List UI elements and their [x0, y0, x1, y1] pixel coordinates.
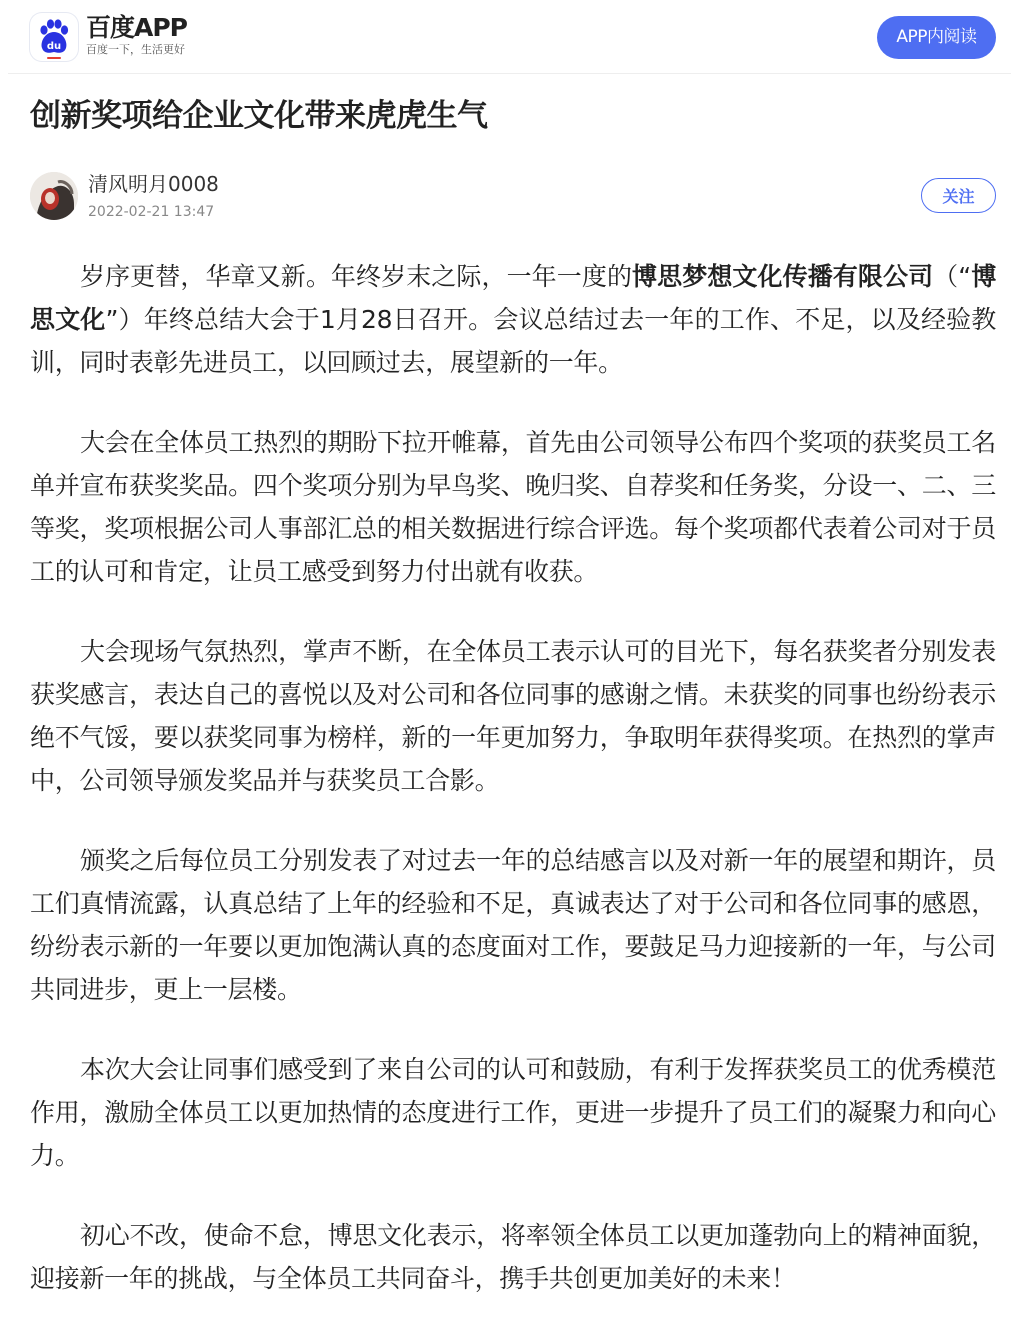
company-short-name-bold: 博思文化 [30, 262, 997, 334]
paragraph-1-text-a: 岁序更替，华章又新。年终岁末之际，一年一度的 [80, 262, 633, 291]
paragraph-1-text-c: （“ [933, 262, 971, 291]
brand-name: 百度APP [86, 13, 187, 42]
article-title: 创新奖项给企业文化带来虎虎生气 [30, 98, 488, 134]
brand-slogan: 百度一下，生活更好 [86, 43, 185, 56]
paragraph-2: 大会在全体员工热烈的期盼下拉开帷幕，首先由公司领导公布四个奖项的获奖员工名单并宣布获奖奖品。四个奖项分别为早鸟奖、晚归奖、自荐奖和任务奖，分设一、二、三等奖，奖项根据公司人事部汇总的相关数据进行综合评选。每个奖项都代表着公司对于员工的认可和肯定，让员工感受到努力付出就有收获。 [30, 428, 996, 586]
paragraph-1 [30, 255, 996, 384]
author-avatar[interactable] [30, 172, 78, 220]
paragraph-6: 初心不改，使命不怠，博思文化表示，将率领全体员工以更加蓬勃向上的精神面貌，迎接新一年的挑战，与全体员工共同奋斗，携手共创更加美好的未来！ [30, 1221, 996, 1293]
paragraph-3: 大会现场气氛热烈，掌声不断，在全体员工表示认可的目光下，每名获奖者分别发表获奖感言，表达自己的喜悦以及对公司和各位同事的感谢之情。未获奖的同事也纷纷表示绝不气馁，要以获奖同事为榜样，新的一年更加努力，争取明年获得奖项。在热烈的掌声中，公司领导颁发奖品并与获奖员工合影。 [30, 637, 996, 795]
paragraph-1-text-e: ”）年终总结大会于1月28日召开。会议总结过去一年的工作、不足，以及经验教训，同时表彰先进员工，以回顾过去，展望新的一年。 [30, 305, 996, 377]
paragraph-4: 颁奖之后每位员工分别发表了对过去一年的总结感言以及对新一年的展望和期许，员工们真情流露，认真总结了上年的经验和不足，真诚表达了对于公司和各位同事的感恩，纷纷表示新的一年要以更加饱满认真的态度面对工作，要鼓足马力迎接新的一年，与公司共同进步，更上一层楼。 [30, 846, 996, 1004]
article-body [30, 255, 996, 1337]
author-bar [30, 168, 996, 224]
author-name[interactable]: 清风明月0008 [88, 172, 219, 196]
svg-text:du: du [46, 41, 62, 52]
top-bar [0, 0, 1019, 74]
brand [86, 12, 187, 57]
paragraph-5: 本次大会让同事们感受到了来自公司的认可和鼓励，有利于发挥获奖员工的优秀模范作用，激励全体员工以更加热情的态度进行工作，更进一步提升了员工们的凝聚力和向心力。 [30, 1055, 996, 1170]
read-in-app-button[interactable]: APP内阅读 [877, 16, 996, 59]
publish-time: 2022-02-21 13:47 [88, 204, 215, 220]
baidu-paw-icon[interactable] [30, 13, 78, 61]
follow-button[interactable]: 关注 [921, 178, 996, 213]
header-divider [8, 73, 1011, 74]
company-name-bold: 博思梦想文化传播有限公司 [632, 262, 934, 291]
